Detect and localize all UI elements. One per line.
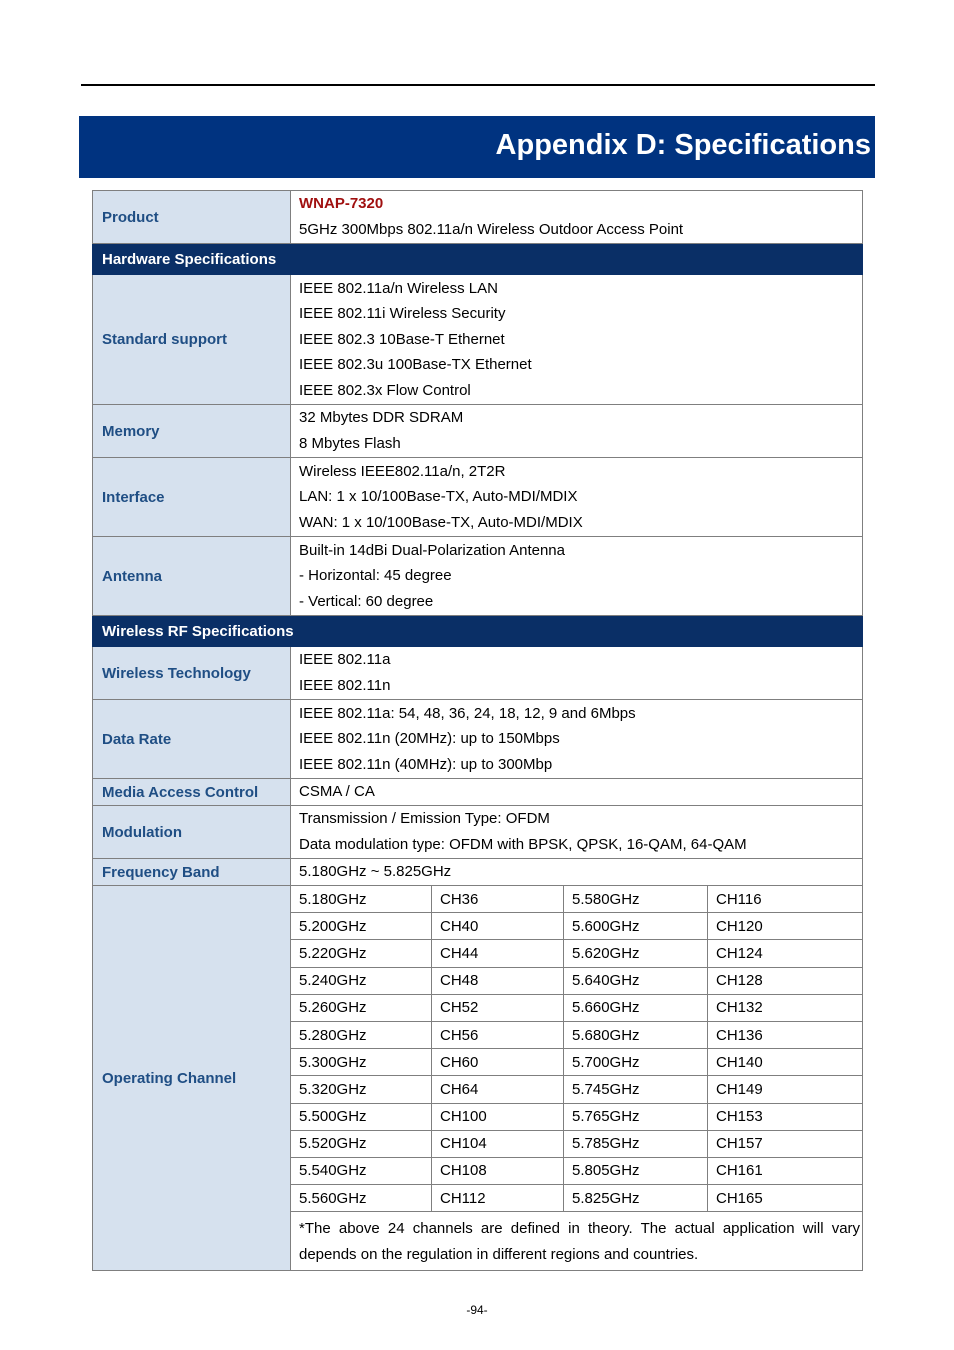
channel-freq: 5.620GHz — [564, 940, 708, 967]
channel-note: *The above 24 channels are defined in theory. The actual application will vary depends on the regulation in different regions and countries. — [291, 1212, 863, 1271]
spec-row-standard — [93, 275, 863, 405]
channel-number: CH165 — [708, 1185, 863, 1212]
channel-number: CH112 — [432, 1185, 564, 1212]
product-description: 5GHz 300Mbps 802.11a/n Wireless Outdoor Access Point — [299, 221, 684, 238]
section-hardware — [93, 244, 863, 275]
spec-row-mac — [93, 779, 863, 806]
spec-row-technology — [93, 647, 863, 700]
channel-freq: 5.745GHz — [564, 1076, 708, 1103]
channel-freq: 5.660GHz — [564, 994, 708, 1021]
channel-row — [93, 886, 863, 913]
spec-line: IEEE 802.11n (40MHz): up to 300Mbp — [299, 755, 553, 773]
channel-number: CH64 — [432, 1076, 564, 1103]
spec-line: IEEE 802.11n (20MHz): up to 150Mbps — [299, 730, 560, 748]
spec-row-memory — [93, 405, 863, 458]
channel-number: CH140 — [708, 1049, 863, 1076]
spec-label: Standard support — [93, 275, 291, 405]
channel-freq: 5.320GHz — [291, 1076, 432, 1103]
spec-line: - Vertical: 60 degree — [299, 592, 434, 610]
spec-value — [291, 806, 863, 859]
channel-freq: 5.180GHz — [291, 886, 432, 913]
channel-freq: 5.580GHz — [564, 886, 708, 913]
channel-freq: 5.280GHz — [291, 1021, 432, 1048]
channel-number: CH153 — [708, 1103, 863, 1130]
channel-number: CH104 — [432, 1130, 564, 1157]
spec-line: IEEE 802.11n — [299, 677, 391, 694]
channel-number: CH48 — [432, 967, 564, 994]
channel-number: CH132 — [708, 994, 863, 1021]
product-value — [291, 191, 863, 244]
spec-row-data-rate — [93, 700, 863, 779]
channel-number: CH124 — [708, 940, 863, 967]
product-label: Product — [93, 191, 291, 244]
channel-number: CH100 — [432, 1103, 564, 1130]
channel-freq: 5.680GHz — [564, 1021, 708, 1048]
spec-value — [291, 458, 863, 537]
spec-line: 8 Mbytes Flash — [299, 435, 401, 452]
spec-value — [291, 275, 863, 405]
channel-freq: 5.220GHz — [291, 940, 432, 967]
spec-line: - Horizontal: 45 degree — [299, 567, 452, 585]
channel-number: CH108 — [432, 1157, 564, 1184]
spec-label: Interface — [93, 458, 291, 537]
channel-freq: 5.300GHz — [291, 1049, 432, 1076]
spec-line: LAN: 1 x 10/100Base-TX, Auto-MDI/MDIX — [299, 488, 578, 506]
spec-row-modulation — [93, 806, 863, 859]
page-number: -94- — [466, 1303, 488, 1317]
spec-line: Wireless IEEE802.11a/n, 2T2R — [299, 462, 506, 480]
spec-label: Data Rate — [93, 700, 291, 779]
spec-row-interface — [93, 458, 863, 537]
spec-label: Operating Channel — [93, 886, 291, 1271]
spec-line: Built-in 14dBi Dual-Polarization Antenna — [299, 541, 565, 559]
spec-value — [291, 405, 863, 458]
spec-row-antenna — [93, 537, 863, 616]
spec-line: IEEE 802.3 10Base-T Ethernet — [299, 330, 505, 348]
channel-freq: 5.825GHz — [564, 1185, 708, 1212]
channel-number: CH52 — [432, 994, 564, 1021]
channel-number: CH136 — [708, 1021, 863, 1048]
channel-number: CH161 — [708, 1157, 863, 1184]
header-rule — [81, 84, 875, 86]
spec-label: Modulation — [93, 806, 291, 859]
channel-freq: 5.520GHz — [291, 1130, 432, 1157]
channel-number: CH56 — [432, 1021, 564, 1048]
spec-line: WAN: 1 x 10/100Base-TX, Auto-MDI/MDIX — [299, 513, 583, 531]
channel-number: CH128 — [708, 967, 863, 994]
spec-value — [291, 647, 863, 700]
spec-label: Media Access Control — [93, 779, 291, 806]
channel-freq: 5.640GHz — [564, 967, 708, 994]
spec-value: 5.180GHz ~ 5.825GHz — [291, 859, 863, 886]
channel-number: CH120 — [708, 913, 863, 940]
spec-value — [291, 700, 863, 779]
spec-line: IEEE 802.3x Flow Control — [299, 381, 471, 399]
section-title: Wireless RF Specifications — [93, 616, 863, 647]
spec-label: Frequency Band — [93, 859, 291, 886]
spec-table — [92, 190, 863, 1271]
spec-label: Memory — [93, 405, 291, 458]
channel-number: CH40 — [432, 913, 564, 940]
spec-line: IEEE 802.11a/n Wireless LAN — [299, 279, 498, 297]
spec-value: CSMA / CA — [291, 779, 863, 806]
spec-label: Antenna — [93, 537, 291, 616]
spec-value — [291, 537, 863, 616]
spec-line: IEEE 802.11i Wireless Security — [299, 305, 506, 323]
channel-freq: 5.765GHz — [564, 1103, 708, 1130]
channel-freq: 5.560GHz — [291, 1185, 432, 1212]
spec-line: Data modulation type: OFDM with BPSK, QPSK, 16-QAM, 64-QAM — [299, 836, 747, 853]
spec-row-band — [93, 859, 863, 886]
product-row — [93, 191, 863, 244]
product-name: WNAP-7320 — [299, 195, 384, 213]
spec-line: IEEE 802.11a — [299, 651, 391, 669]
channel-freq: 5.540GHz — [291, 1157, 432, 1184]
section-wireless — [93, 616, 863, 647]
channel-freq: 5.600GHz — [564, 913, 708, 940]
spec-line: IEEE 802.11a: 54, 48, 36, 24, 18, 12, 9 and 6Mbps — [299, 704, 636, 722]
channel-number: CH149 — [708, 1076, 863, 1103]
channel-number: CH36 — [432, 886, 564, 913]
channel-freq: 5.805GHz — [564, 1157, 708, 1184]
channel-number: CH116 — [708, 886, 863, 913]
spec-line: 32 Mbytes DDR SDRAM — [299, 409, 464, 427]
title-banner — [79, 116, 875, 178]
channel-freq: 5.700GHz — [564, 1049, 708, 1076]
section-title: Hardware Specifications — [93, 244, 863, 275]
channel-freq: 5.500GHz — [291, 1103, 432, 1130]
channel-number: CH157 — [708, 1130, 863, 1157]
channel-number: CH44 — [432, 940, 564, 967]
channel-freq: 5.240GHz — [291, 967, 432, 994]
page-title: Appendix D: Specifications — [495, 129, 871, 161]
channel-number: CH60 — [432, 1049, 564, 1076]
channel-freq: 5.260GHz — [291, 994, 432, 1021]
spec-line: IEEE 802.3u 100Base-TX Ethernet — [299, 356, 532, 374]
spec-label: Wireless Technology — [93, 647, 291, 700]
channel-freq: 5.785GHz — [564, 1130, 708, 1157]
spec-line: Transmission / Emission Type: OFDM — [299, 810, 550, 828]
channel-freq: 5.200GHz — [291, 913, 432, 940]
